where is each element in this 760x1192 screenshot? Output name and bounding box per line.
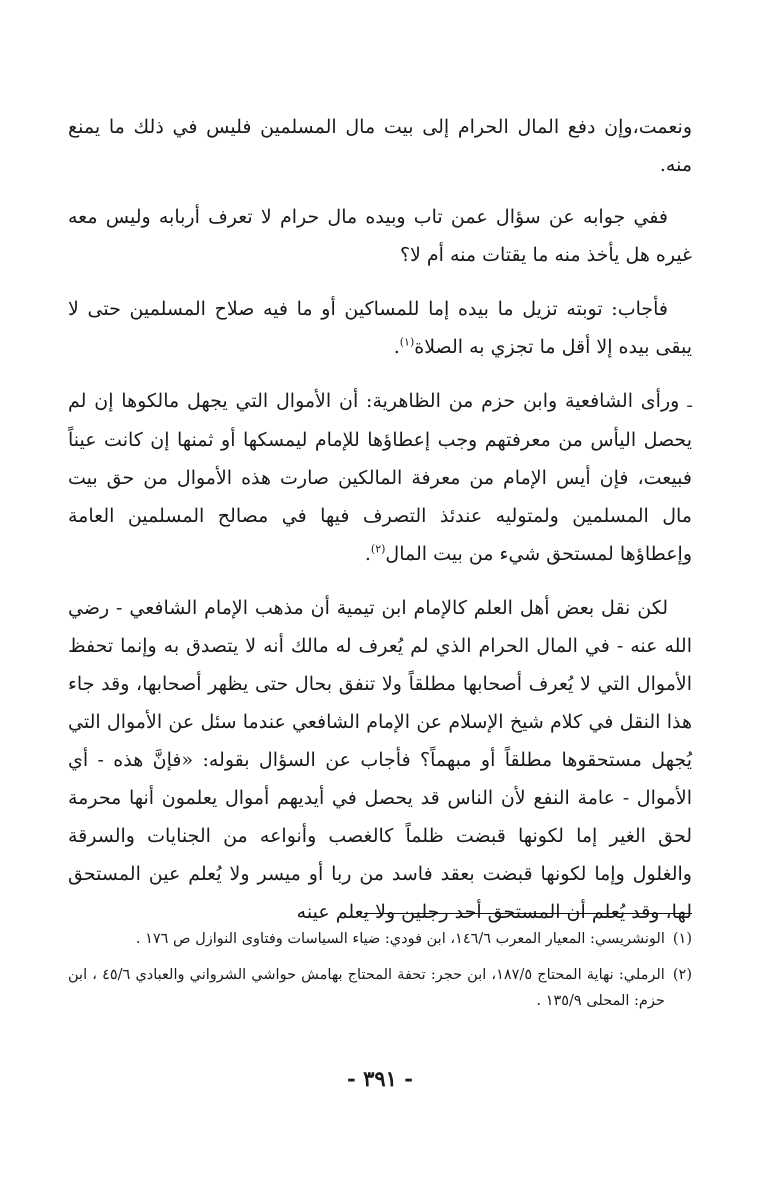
footnote-text: الرملي: نهاية المحتاج ١٨٧/٥، ابن حجر: تحفة المحتاج بهامش حواشي الشرواني والعبادي ٤٥/٦ ، ابن حزم: المحلى ١٣٥/٩ . [68, 967, 665, 1009]
footnote-separator [364, 913, 692, 914]
paragraph-4 [68, 382, 692, 573]
footnote-1 [68, 926, 692, 952]
paragraph-2-text: ففي جوابه عن سؤال عمن تاب وبيده مال حرام لا تعرف أربابه وليس معه غيره هل يأخذ منه ما يقتات منه أم لا؟ [68, 206, 692, 266]
paragraph-3 [68, 290, 692, 366]
paragraph-5 [68, 589, 692, 931]
paragraph-2 [68, 198, 692, 274]
footnote-2 [68, 962, 692, 1014]
sentence-end: . [364, 543, 371, 565]
sentence-end: . [393, 336, 400, 358]
footnote-number: (٢) [672, 967, 692, 983]
paragraph-4-text: ورأى الشافعية وابن حزم من الظاهرية: أن الأموال التي يجهل مالكوها إن لم يحصل اليأس من معرفتهم وجب إعطاؤها للإمام ليمسكها أو ثمنها إن كانت عيناً فبيعت، فإن أيس الإمام من معرفة المالكين صارت هذه الأموال من حق بيت مال المسلمين ولمتوليه عندئذ التصرف فيها في مصالح المسلمين العامة وإعطاؤها لمستحق شيء من بيت المال [68, 390, 692, 565]
footnote-ref-2: (٢) [370, 542, 386, 556]
paragraph-5-text: لكن نقل بعض أهل العلم كالإمام ابن تيمية أن مذهب الإمام الشافعي - رضي الله عنه - في المال الحرام الذي لم يُعرف له مالك أنه لا يتصدق به وإنما تحفظ الأموال التي لا يُعرف أصحابها مطلقاً ولا تنفق بحال حتى يظهر أصحابها، وقد جاء هذا النقل في كلام شيخ الإسلام عن الإمام الشافعي عندما سئل عن الأموال التي يُجهل مستحقوها مطلقاً أو مبهماً؟ فأجاب عن السؤال بقوله: «فإنَّ هذه - أي الأموال - عامة النفع لأن الناس قد يحصل في أيديهم أموال يعلمون أنها محرمة لحق الغير إما لكونها قبضت ظلماً كالغصب وأنواعه من الجنايات والسرقة والغلول وإما لكونها قبضت بعقد فاسد من ربا أو ميسر ولا يُعلم عين المستحق لها، وقد يُعلم أن المستحق أحد رجلين ولا يعلم عينه [68, 597, 692, 923]
main-text [68, 108, 692, 947]
footnote-ref-1: (١) [399, 335, 415, 349]
paragraph-3-text: فأجاب: توبته تزيل ما بيده إما للمساكين أو ما فيه صلاح المسلمين حتى لا يبقى بيده إلا أقل ما تجزي به الصلاة [68, 298, 692, 358]
page-number: - ٣٩١ - [347, 1066, 413, 1091]
paragraph-1 [68, 108, 692, 184]
paragraph-1-text: ونعمت،وإن دفع المال الحرام إلى بيت مال المسلمين فليس في ذلك ما يمنع منه. [68, 116, 692, 176]
footnotes [68, 926, 692, 1024]
paragraph-marker: ـ [687, 392, 692, 411]
footnote-text: الونشريسي: المعيار المعرب ١٤٦/٦، ابن فودي: ضياء السياسات وفتاوى النوازل ص ١٧٦ . [135, 931, 665, 947]
footnote-number: (١) [672, 931, 692, 947]
